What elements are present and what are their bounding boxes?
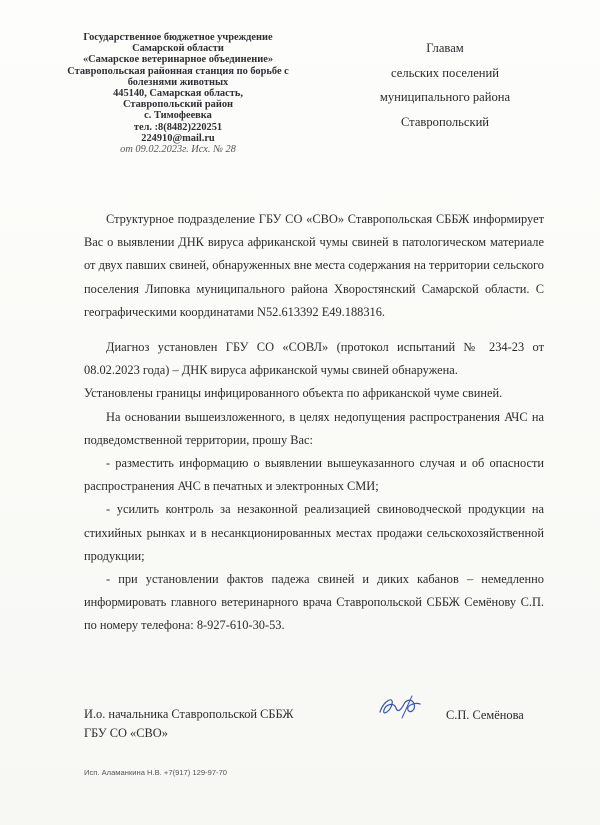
paragraph-request: На основании вышеизложенного, в целях недопущения распространения АЧС на подведомственной территории, прошу Вас: xyxy=(84,409,544,447)
recipient-line: Ставропольский xyxy=(400,114,490,129)
sender-line: «Самарское ветеринарное объединение» xyxy=(82,54,274,66)
sender-line: с. Тимофеевка xyxy=(144,110,212,122)
sender-line: Самарской области xyxy=(132,43,224,55)
signatory-position: И.о. начальника Ставропольской СББЖ xyxy=(84,707,294,721)
signatory-name: С.П. Семёнова xyxy=(446,708,524,722)
letter-body xyxy=(84,208,544,638)
paragraph-notification: Структурное подразделение ГБУ СО «СВО» Ставропольская СББЖ информирует Вас о выявлении ДНК вируса африканской чумы свиней в патологическом материале от двух павших свиней, обнаруженных вне места содержания на территории сельского поселения Липовка муниципального района Хворостянский Самарской области. С географическими координатами N52.613392 E49.188316. xyxy=(84,212,544,319)
recipient-line: муниципального района xyxy=(379,90,511,104)
sender-line: Государственное бюджетное учреждение xyxy=(83,32,273,43)
sender-line: 445140, Самарская область, xyxy=(113,88,243,100)
recipient-line: сельских поселений xyxy=(390,65,500,80)
paragraph-diagnosis: Диагноз установлен ГБУ СО «СОВЛ» (протокол испытаний № 234-23 от 08.02.2023 года) – ДНК вируса африканской чумы свиней обнаружена. xyxy=(84,340,544,378)
signatory-role xyxy=(84,705,384,743)
request-item-control: - усилить контроль за незаконной реализацией свиноводческой продукции на стихийных рынках и в несанкционированных местах продажи сельскохозяйственной продукции; xyxy=(84,502,544,563)
executor-contact: Исп. Аламанкина Н.В. +7(917) 129-97-70 xyxy=(84,768,228,777)
recipient-line: Главам xyxy=(426,41,464,55)
sender-line: Ставропольская районная станция по борьбе с xyxy=(67,65,289,77)
request-item-report: - при установлении фактов падежа свиней и диких кабанов – немедленно информировать главного ветеринарного врача Ставропольской СББЖ Семёнову С.П. по номеру телефона: 8-927-610-30-53. xyxy=(84,572,544,633)
request-item-media: - разместить информацию о выявлении вышеуказанного случая и об опасности распространения АЧС в печатных и электронных СМИ; xyxy=(84,456,544,494)
paragraph-boundaries: Установлены границы инфицированного объекта по африканской чуме свиней. xyxy=(84,386,503,401)
recipient-block xyxy=(330,36,560,134)
handwritten-signature xyxy=(372,690,432,724)
sender-line: Ставропольский район xyxy=(122,99,234,111)
sender-email: 224910@mail.ru xyxy=(141,132,215,144)
outgoing-reference: от 09.02.2023г. Исх. № 28 xyxy=(120,144,236,156)
signatory-organization: ГБУ СО «СВО» xyxy=(84,726,168,740)
sender-line: болезнями животных xyxy=(127,76,229,88)
sender-block xyxy=(58,32,298,155)
sender-phone: тел. :8(8482)220251 xyxy=(133,121,223,133)
